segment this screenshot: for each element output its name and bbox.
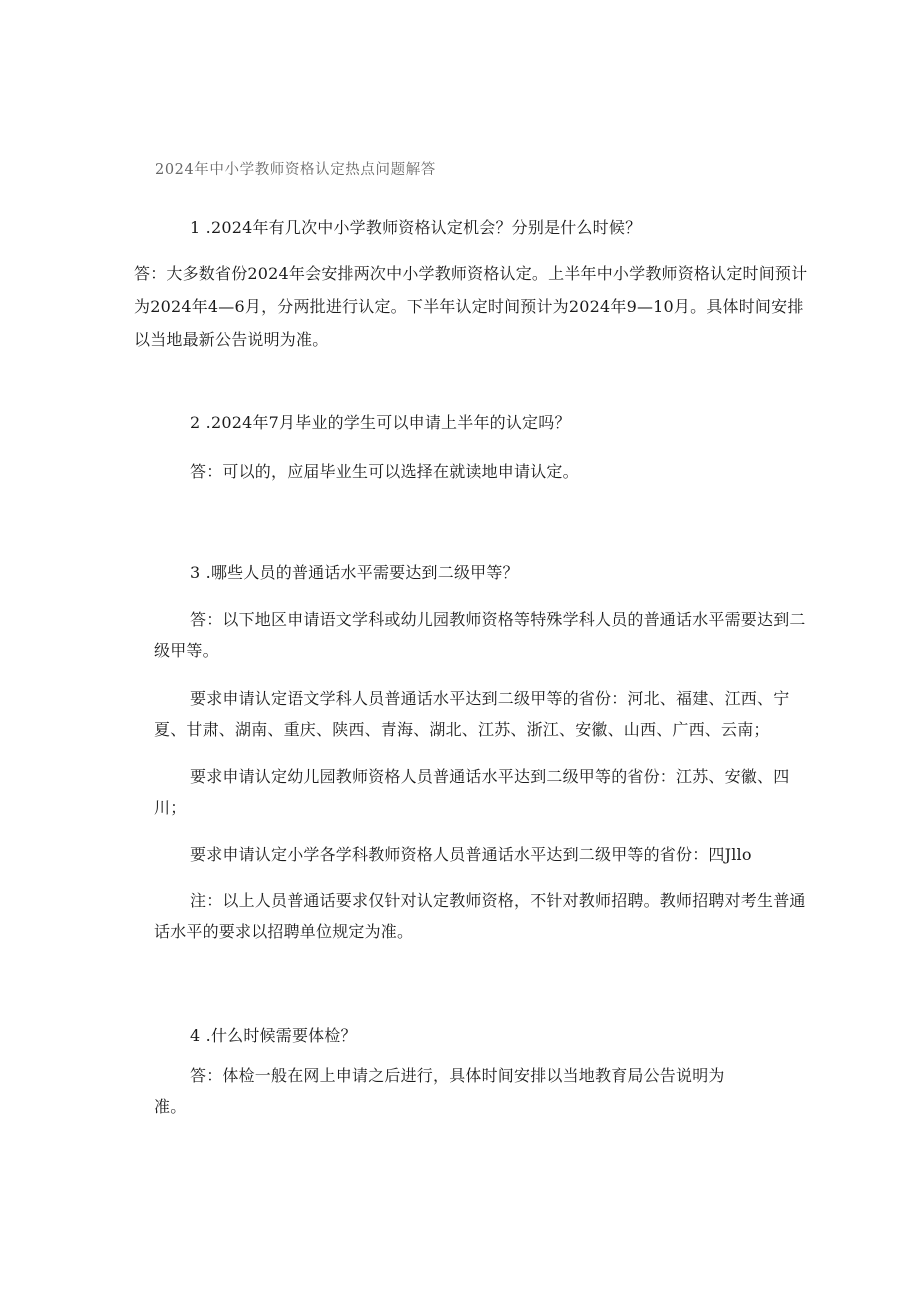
chinese-provinces-line-1: 要求申请认定语文学科人员普通话水平达到二级甲等的省份：河北、福建、江西、宁 bbox=[190, 689, 790, 708]
chinese-provinces-line-2: 夏、甘肃、湖南、重庆、陕西、青海、湖北、江苏、浙江、安徽、山西、广西、云南； bbox=[154, 720, 770, 739]
question-4: 4 .什么时候需要体检？ bbox=[190, 1026, 357, 1045]
answer-1-line-1: 答：大多数省份2024年会安排两次中小学教师资格认定。上半年中小学教师资格认定时间预计 bbox=[134, 264, 808, 283]
question-3: 3 .哪些人员的普通话水平需要达到二级甲等？ bbox=[190, 563, 519, 582]
kindergarten-provinces-line-1: 要求申请认定幼儿园教师资格人员普通话水平达到二级甲等的省份：江苏、安徽、四 bbox=[190, 767, 790, 786]
question-1: 1 .2024年有几次中小学教师资格认定机会？分别是什么时候？ bbox=[190, 218, 642, 237]
answer-2: 答：可以的，应届毕业生可以选择在就读地申请认定。 bbox=[190, 462, 579, 481]
answer-3-line-2: 级甲等。 bbox=[154, 641, 219, 660]
note-line-1: 注：以上人员普通话要求仅针对认定教师资格，不针对教师招聘。教师招聘对考生普通 bbox=[190, 891, 806, 910]
question-2: 2 .2024年7月毕业的学生可以申请上半年的认定吗？ bbox=[190, 413, 571, 432]
answer-4-line-2: 准。 bbox=[154, 1097, 187, 1116]
kindergarten-provinces-line-2: 川； bbox=[154, 798, 187, 817]
answer-1-line-3: 以当地最新公告说明为准。 bbox=[134, 330, 329, 349]
document-title: 2024年中小学教师资格认定热点问题解答 bbox=[155, 162, 436, 178]
answer-1-line-2: 为2024年4—6月，分两批进行认定。下半年认定时间预计为2024年9—10月。具体时间安排 bbox=[134, 297, 804, 316]
note-line-2: 话水平的要求以招聘单位规定为准。 bbox=[154, 922, 414, 941]
answer-3-line-1: 答：以下地区申请语文学科或幼儿园教师资格等特殊学科人员的普通话水平需要达到二 bbox=[190, 610, 806, 629]
primary-provinces-line: 要求申请认定小学各学科教师资格人员普通话水平达到二级甲等的省份：四Jllo bbox=[190, 845, 752, 864]
answer-4-line-1: 答：体检一般在网上申请之后进行，具体时间安排以当地教育局公告说明为 bbox=[190, 1066, 725, 1085]
